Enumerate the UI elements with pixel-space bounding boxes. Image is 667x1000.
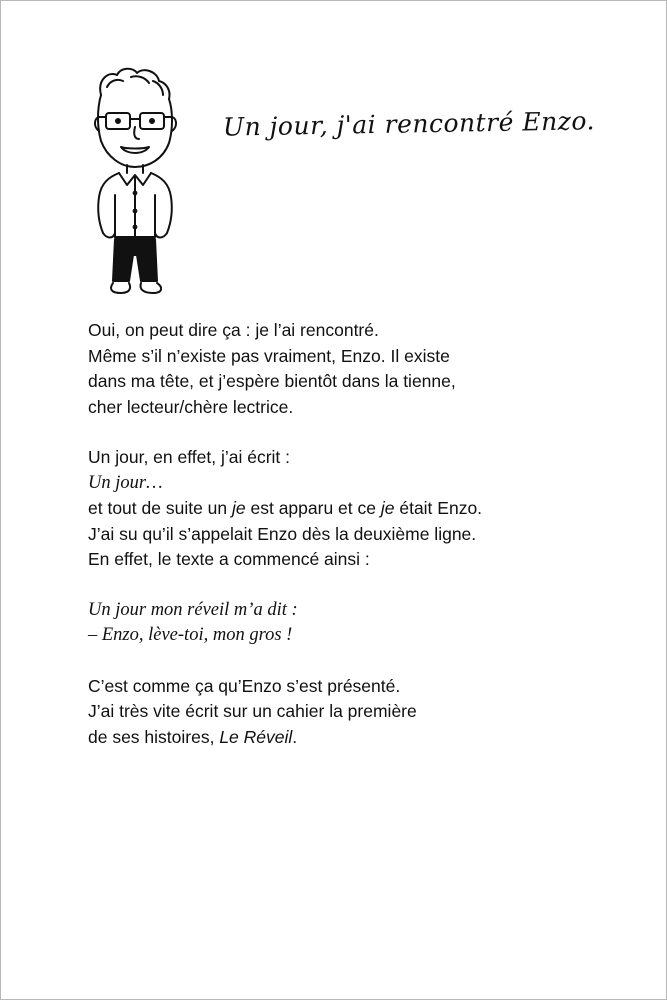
paragraph-gap (88, 649, 648, 674)
story-title: Le Réveil (219, 726, 293, 747)
text-fragment: et tout de suite un (88, 498, 232, 518)
emphasis-je: je (232, 498, 246, 518)
quote-line: – Enzo, lève-toi, mon gros ! (88, 625, 293, 645)
text-line: Oui, on peut dire ça : je l’ai rencontré. (88, 320, 379, 340)
handwritten-title: Un jour, j'ai rencontré Enzo. (222, 106, 596, 142)
text-line: cher lecteur/chère lectrice. (88, 396, 294, 417)
text-line: J’ai su qu’il s’appelait Enzo dès la deuxième ligne. (88, 523, 477, 544)
emphasis-je: je (380, 498, 395, 518)
text-line: C’est comme ça qu’Enzo s’est présenté. (88, 675, 401, 696)
text-fragment: de ses histoires, (88, 726, 220, 747)
quote-line: Un jour mon réveil m’a dit : (88, 599, 298, 620)
author-cartoon-icon (87, 65, 183, 297)
paragraph-gap (88, 573, 648, 598)
text-line (88, 496, 648, 522)
body-text (88, 318, 648, 750)
text-line: Même s’il n’existe pas vraiment, Enzo. Il existe (88, 345, 450, 366)
text-fragment: . (292, 726, 298, 747)
text-line: Un jour, en effet, j’ai écrit : (88, 447, 291, 467)
text-line (88, 725, 648, 751)
quoted-opening: Un jour… (88, 472, 163, 493)
text-line: J’ai très vite écrit sur un cahier la première (88, 701, 417, 721)
text-fragment: était Enzo. (394, 498, 483, 518)
paragraph-gap (88, 420, 648, 445)
text-line: En effet, le texte a commencé ainsi : (88, 549, 370, 569)
text-line: dans ma tête, et j’espère bientôt dans la tienne, (88, 371, 456, 391)
text-fragment: est apparu et ce (245, 498, 381, 518)
